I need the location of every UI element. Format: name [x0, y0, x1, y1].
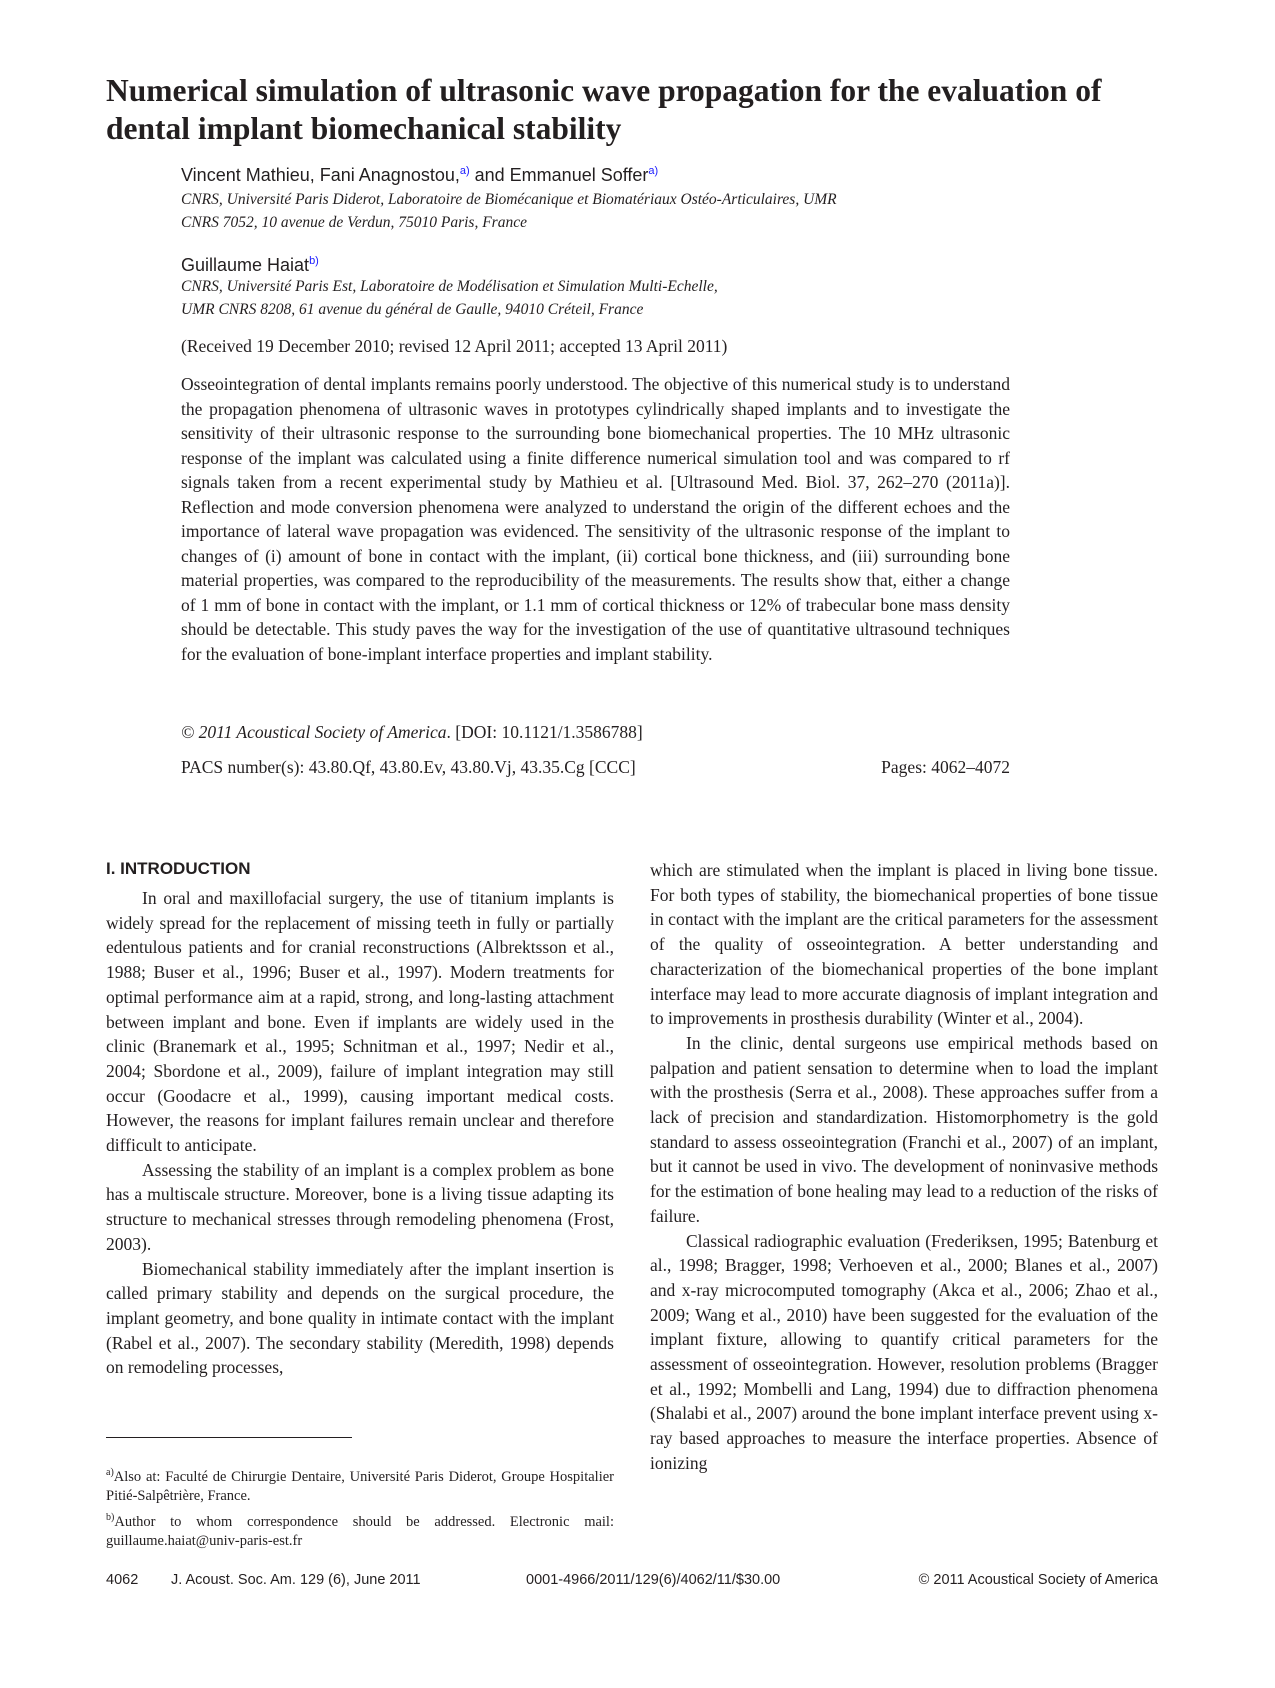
- page-footer: [106, 1572, 1158, 1592]
- author-names-a: Vincent Mathieu, Fani Anagnostou,: [181, 165, 460, 185]
- footnote-a: [106, 1463, 614, 1506]
- author-names-b: and Emmanuel Soffer: [469, 165, 649, 185]
- affiliation-mark-a[interactable]: a): [459, 165, 470, 177]
- affiliation-mark-a-2[interactable]: a): [648, 165, 659, 177]
- abstract-copyright: [181, 722, 643, 743]
- intro-paragraph-4: In the clinic, dental surgeons use empirical methods based on palpation and patient sensation to determine when to load the implant with the prosthesis (Serra et al., 2008). These approaches suffer from a lack of precision and standardization. Histomorphometry is the gold standard to assess osseointegration (Franchi et al., 2007) of an implant, but it cannot be used in vivo. The development of noninvasive methods for the estimation of bone healing may lead to a reduction of the risks of failure.: [650, 1032, 1158, 1226]
- author-line-2: [181, 250, 319, 276]
- intro-paragraph-3: Biomechanical stability immediately after the implant insertion is called primary stability and depends on the surgical procedure, the implant geometry, and bone quality in intimate contact with the implant (Rabel et al., 2007). The secondary stability (Meredith, 1998) depends on remodeling processes,: [106, 1258, 614, 1378]
- affiliation-2-line-2: UMR CNRS 8208, 61 avenue du général de Gaulle, 94010 Créteil, France: [181, 301, 644, 318]
- author-name-haiat: Guillaume Haiat: [181, 255, 310, 275]
- pacs-numbers: PACS number(s): 43.80.Qf, 43.80.Ev, 43.80.Vj, 43.35.Cg [CCC]: [181, 757, 636, 777]
- footnote-divider: [106, 1437, 352, 1438]
- footnote-a-mark: a): [106, 1467, 114, 1478]
- paper-title: Numerical simulation of ultrasonic wave propagation for the evaluation of dental implant biomechanical stability: [106, 73, 1102, 146]
- intro-paragraph-2: Assessing the stability of an implant is a complex problem as bone has a multiscale structure. Moreover, bone is a living tissue adapting its structure to mechanical stresses through remodeling phenomena (Frost, 2003).: [106, 1159, 614, 1254]
- pacs-line: [181, 757, 1010, 778]
- footnote-a-text: Also at: Faculté de Chirurgie Dentaire, Université Paris Diderot, Groupe Hospitalier Pitié-Salpêtrière, France.: [106, 1468, 614, 1504]
- footer-journal: J. Acoust. Soc. Am. 129 (6), June 2011: [171, 1572, 421, 1588]
- left-column: [106, 858, 614, 1380]
- footnote-b-text: Author to whom correspondence should be addressed. Electronic mail: guillaume.haiat@univ-paris-est.fr: [106, 1513, 614, 1549]
- intro-paragraph-5: Classical radiographic evaluation (Frederiksen, 1995; Batenburg et al., 1998; Bragger, 1998; Verhoeven et al., 2000; Blanes et al., 2007) and x-ray microcomputed tomography (Akca et al., 2006; Zhao et al., 2009; Wang et al., 2010) have been suggested for the evaluation of the implant fixture, allowing to quantify critical parameters for the assessment of osseointegration. However, resolution problems (Bragger et al., 1992; Mombelli and Lang, 1994) due to diffraction phenomena (Shalabi et al., 2007) around the bone implant interface prevent using x-ray based approaches to measure the interface properties. Absence of ionizing: [650, 1230, 1158, 1473]
- page-range: Pages: 4062–4072: [881, 757, 1010, 777]
- right-column: [650, 858, 1158, 1476]
- abstract: Osseointegration of dental implants remains poorly understood. The objective of this numerical study is to understand the propagation phenomena of ultrasonic waves in prototypes cylindrically shaped implants and to investigate the sensitivity of their ultrasonic response to the surrounding bone biomechanical properties. The 10 MHz ultrasonic response of the implant was calculated using a finite difference numerical simulation tool and was compared to rf signals taken from a recent experimental study by Mathieu et al. [Ultrasound Med. Biol. 37, 262–270 (2011a)]. Reflection and mode conversion phenomena were analyzed to understand the origin of the different echoes and the importance of lateral wave propagation was evidenced. The sensitivity of the ultrasonic response of the implant to changes of (i) amount of bone in contact with the implant, (ii) cortical bone thickness, and (iii) surrounding bone material properties, was compared to the reproducibility of the measurements. The results show that, either a change of 1 mm of bone in contact with the implant, or 1.1 mm of cortical thickness or 12% of trabecular bone mass density should be detectable. This study paves the way for the investigation of the use of quantitative ultrasound techniques for the evaluation of bone-implant interface properties and implant stability.: [181, 374, 1010, 664]
- intro-paragraph-3-continued: which are stimulated when the implant is placed in living bone tissue. For both types of stability, the biomechanical properties of bone tissue in contact with the implant are the critical parameters for the assessment of the quality of osseointegration. A better understanding and characterization of the biomechanical properties of the bone implant interface may lead to more accurate diagnosis of implant integration and to improvements in prosthesis durability (Winter et al., 2004).: [650, 860, 1158, 1029]
- affiliation-1-line-2: CNRS 7052, 10 avenue de Verdun, 75010 Paris, France: [181, 214, 527, 231]
- footer-copyright: © 2011 Acoustical Society of America: [918, 1572, 1158, 1588]
- intro-paragraph-1: In oral and maxillofacial surgery, the use of titanium implants is widely spread for the replacement of missing teeth in fully or partially edentulous patients and for cranial reconstructions (Albrektsson et al., 1988; Buser et al., 1996; Buser et al., 1997). Modern treatments for optimal performance aim at a rapid, strong, and long-lasting attachment between implant and bone. Even if implants are widely used in the clinic (Branemark et al., 1995; Schnitman et al., 1997; Nedir et al., 2004; Sbordone et al., 2009), failure of implant integration may still occur (Goodacre et al., 1999), causing important medical costs. However, the reasons for implant failures remain unclear and therefore difficult to anticipate.: [106, 888, 614, 1156]
- footnotes: [106, 1463, 614, 1553]
- footer-issn: 0001-4966/2011/129(6)/4062/11/$30.00: [526, 1572, 781, 1588]
- author-line-1: [181, 160, 658, 186]
- affiliation-1-line-1: CNRS, Université Paris Diderot, Laboratoire de Biomécanique et Biomatériaux Ostéo-Articulaires, UMR: [181, 191, 837, 208]
- affiliation-mark-b[interactable]: b): [309, 255, 319, 267]
- footnote-b: [106, 1508, 614, 1551]
- footnote-b-mark: b): [106, 1511, 115, 1523]
- affiliation-1: [181, 188, 1041, 234]
- section-heading-introduction: I. INTRODUCTION: [106, 859, 251, 878]
- doi-text[interactable]: . [DOI: 10.1121/1.3586788]: [446, 722, 643, 742]
- affiliation-2-line-1: CNRS, Université Paris Est, Laboratoire de Modélisation et Simulation Multi-Echelle,: [181, 278, 718, 295]
- footer-page-number: 4062: [106, 1572, 139, 1588]
- copyright-text: © 2011 Acoustical Society of America: [181, 722, 447, 742]
- received-dates: (Received 19 December 2010; revised 12 April 2011; accepted 13 April 2011): [181, 336, 728, 356]
- affiliation-2: [181, 275, 1041, 321]
